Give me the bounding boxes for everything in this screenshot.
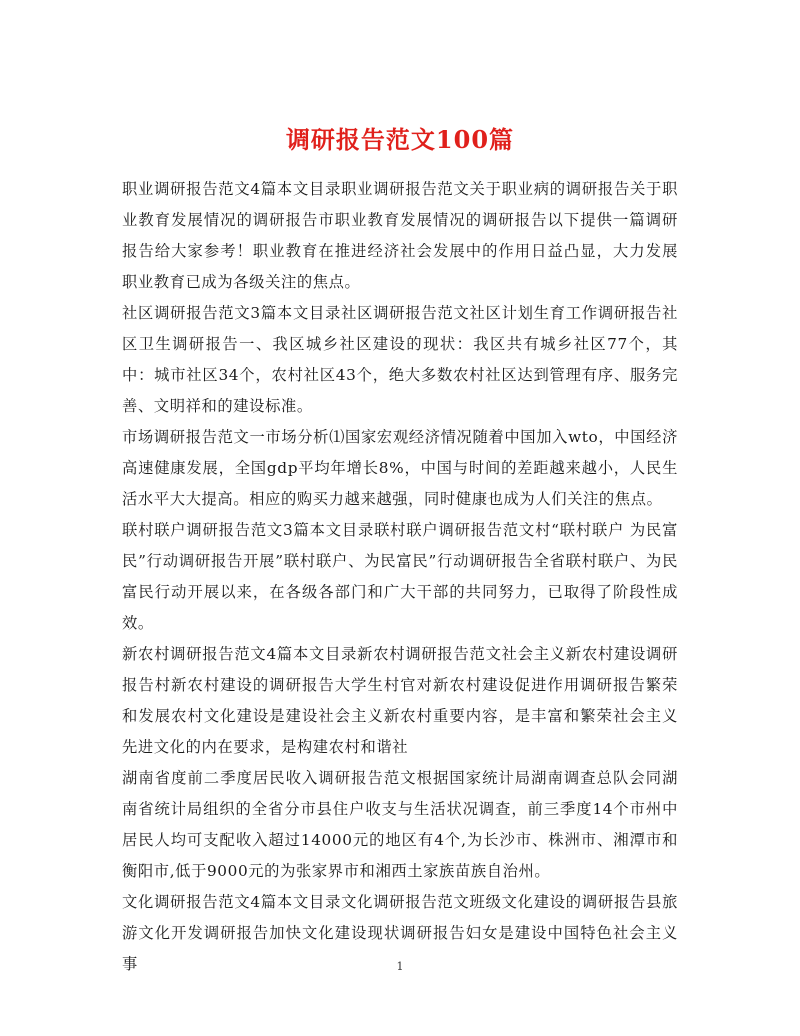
paragraph-vocational: 职业调研报告范文4篇本文目录职业调研报告范文关于职业病的调研报告关于职业教育发展情况的调研报告市职业教育发展情况的调研报告以下提供一篇调研报告给大家参考！职业教育在推进经济社会发展中的作用日益凸显，大力发展职业教育已成为各级关注的焦点。 bbox=[122, 180, 678, 291]
paragraph-new-countryside: 新农村调研报告范文4篇本文目录新农村调研报告范文社会主义新农村建设调研报告村新农村建设的调研报告大学生村官对新农村建设促进作用调研报告繁荣和发展农村文化建设是建设社会主义新农村重要内容，是丰富和繁荣社会主义先进文化的内在要求，是构建农村和谐社 bbox=[122, 645, 678, 756]
paragraph-market: 市场调研报告范文一市场分析⑴国家宏观经济情况随着中国加入wto，中国经济高速健康发展，全国gdp平均年增长8%，中国与时间的差距越来越小，人民生活水平大大提高。相应的购买力越来越强，同时健康也成为人们关注的焦点。 bbox=[122, 428, 678, 508]
paragraph-community: 社区调研报告范文3篇本文目录社区调研报告范文社区计划生育工作调研报告社区卫生调研报告一、我区城乡社区建设的现状：我区共有城乡社区77个，其中：城市社区34个，农村社区43个，绝大多数农村社区达到管理有序、服务完善、文明祥和的建设标准。 bbox=[122, 304, 678, 415]
page-title: 调研报告范文100篇 bbox=[285, 125, 515, 155]
paragraph-culture: 文化调研报告范文4篇本文目录文化调研报告范文班级文化建设的调研报告县旅游文化开发调研报告加快文化建设现状调研报告妇女是建设中国特色社会主义事 bbox=[122, 893, 678, 973]
paragraph-hunan-income: 湖南省度前二季度居民收入调研报告范文根据国家统计局湖南调查总队会同湖南省统计局组织的全省分市县住户收支与生活状况调查，前三季度14个市州中居民人均可支配收入超过14000元的地区有4个,为长沙市、株洲市、湘潭市和衡阳市,低于9000元的为张家界市和湘西土家族苗族自治州。 bbox=[122, 769, 678, 880]
paragraph-village-household: 联村联户调研报告范文3篇本文目录联村联户调研报告范文村“联村联户 为民富民”行动调研报告开展”联村联户、为民富民”行动调研报告全省联村联户、为民富民行动开展以来，在各级各部门和广大干部的共同努力，已取得了阶段性成效。 bbox=[122, 521, 678, 632]
page-number: 1 bbox=[396, 960, 404, 973]
document-body bbox=[122, 174, 678, 980]
